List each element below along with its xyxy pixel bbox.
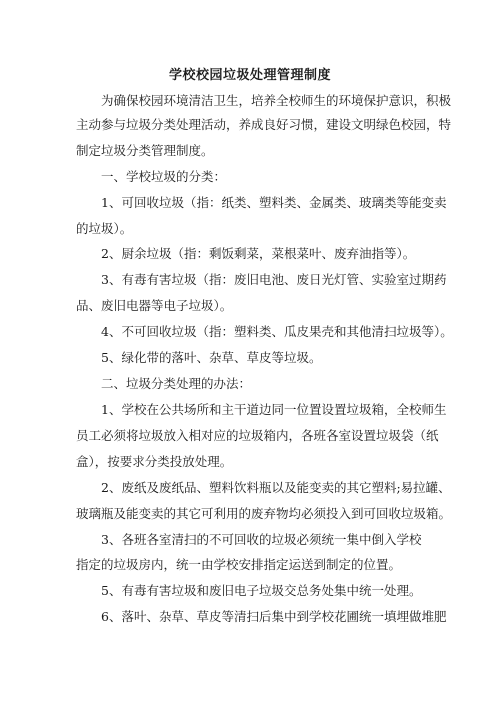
paragraph-line: 6、落叶、杂草、草皮等清扫后集中到学校花圃统一填埋做堆肥: [101, 609, 447, 624]
section-heading: 一、学校垃圾的分类：: [101, 169, 227, 184]
paragraph-line: 5、绿化带的落叶、杂草、草皮等垃圾。: [101, 350, 322, 365]
paragraph-line: 1、可回收垃圾（指：纸类、塑料类、金属类、玻璃类等能变卖: [101, 195, 447, 210]
paragraph-line: 3、有毒有害垃圾（指：废旧电池、废日光灯管、实验室过期药: [101, 272, 447, 287]
paragraph-line: 盒），按要求分类投放处理。: [76, 454, 233, 469]
paragraph-line: 玻璃瓶及能变卖的其它可利用的废弃物均必须投入到可回收垃圾箱。: [76, 506, 452, 521]
paragraph-line: 为确保校园环境清洁卫生，培养全校师生的环境保护意识，积极: [101, 93, 452, 108]
paragraph-line: 品、废旧电器等电子垃圾）。: [76, 298, 233, 313]
paragraph-line: 主动参与垃圾分类处理活动，养成良好习惯，建设文明绿色校园，特: [76, 117, 452, 132]
paragraph-line: 2、厨余垃圾（指：剩饭剩菜，菜根菜叶、废弃油指等）。: [101, 246, 416, 261]
section-heading: 二、垃圾分类处理的办法：: [101, 376, 252, 391]
paragraph-line: 的垃圾）。: [76, 221, 133, 236]
paragraph-line: 3、各班各室清扫的不可回收的垃圾必须统一集中倒入学校: [101, 532, 422, 547]
paragraph-line: 2、废纸及废纸品、塑料饮料瓶以及能变卖的其它塑料;易拉罐、: [101, 480, 451, 495]
paragraph-line: 1、学校在公共场所和主干道边同一位置设置垃圾箱，全校师生: [101, 402, 447, 417]
paragraph-line: 4、不可回收垃圾（指：塑料类、瓜皮果壳和其他清扫垃圾等）。: [101, 324, 453, 339]
paragraph-line: 5、有毒有害垃圾和废旧电子垃圾交总务处集中统一处理。: [101, 583, 422, 598]
paragraph-line: 制定垃圾分类管理制度。: [76, 143, 214, 158]
paragraph-line: 员工必须将垃圾放入相对应的垃圾箱内，各班各室设置垃圾袋（纸: [76, 428, 439, 443]
paragraph-line: 指定的垃圾房内，统一由学校安排指定运送到制定的位置。: [76, 557, 402, 572]
document-title: 学校校园垃圾处理管理制度: [168, 68, 331, 83]
